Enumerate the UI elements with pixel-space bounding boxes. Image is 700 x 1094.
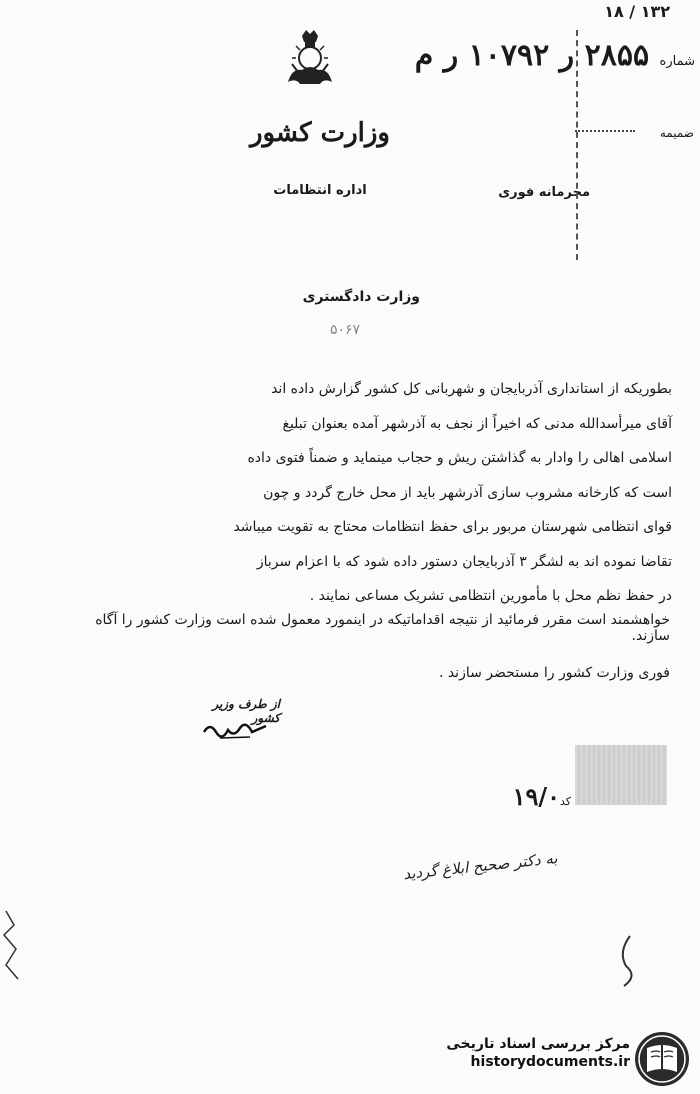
letter-body <box>38 372 672 614</box>
classification-label: محرمانه فوری <box>498 185 590 200</box>
signature-scrawl-icon <box>200 718 270 742</box>
watermark-url: historydocuments.ir <box>470 1054 630 1070</box>
doc-number: ۲۸۵۵ ر ۱۰۷۹۲ ر م <box>414 38 650 73</box>
body-line: اسلامی اهالی را وادار به گذاشتن ریش و حجاب مینماید و ضمناً فتوی داده <box>247 450 672 466</box>
watermark-name: مرکز بررسی اسناد تاریخی <box>446 1036 630 1052</box>
handwritten-note: به دکتر صحیح ابلاغ گردید <box>402 849 559 884</box>
margin-scribble-icon <box>0 905 30 985</box>
watermark-text <box>405 1036 630 1070</box>
margin-mark-icon <box>612 932 648 990</box>
stamp-number: ۵۰۶۷ <box>329 322 361 338</box>
body-line: آقای میرأسدالله مدنی که اخیراً از نجف به آذرشهر آمده بعنوان تبلیغ <box>282 415 672 432</box>
reference-label: کد <box>560 795 572 808</box>
attachment-dotted-line <box>575 130 635 132</box>
doc-number-label: شماره <box>659 54 695 69</box>
department-name: اداره انتظامات <box>273 183 367 198</box>
recipient: وزارت دادگستری <box>302 289 420 305</box>
doc-number-top: ۱۳۲ / ۱۸ <box>604 2 670 21</box>
lion-and-sun-emblem-icon <box>280 28 340 90</box>
body-line: بطوریکه از استانداری آذربایجان و شهربانی کل کشور گزارش داده اند <box>271 381 672 397</box>
request-line: خواهشمند است مقرر فرمائید از نتیجه اقداماتیکه در اینمورد معمول شده است وزارت کشور را آگاه سازند. <box>95 612 670 644</box>
margin-divider <box>576 30 578 260</box>
ministry-title: وزارت کشور <box>250 118 390 148</box>
closing-line: فوری وزارت کشور را مستحضر سازند . <box>438 665 670 681</box>
body-line: تقاضا نموده اند به لشگر ۳ آذربایجان دستور داده شود که با اعزام سرباز <box>256 553 672 570</box>
doc-number-line <box>395 38 695 73</box>
reference-number: ۱۹/۰ <box>512 782 560 811</box>
signatory-title: از طرف وزیر کشور <box>212 697 280 725</box>
attachment-label: ضمیمه <box>659 126 694 140</box>
body-line: قوای انتظامی شهرستان مربور برای حفظ انتظامات محتاج به تقویت میباشد <box>233 519 672 535</box>
body-line: است که کارخانه مشروب سازی آذرشهر باید از محل خارج گردد و چون <box>263 484 672 501</box>
body-line: در حفظ نظم محل با مأمورین انتظامی تشریک مساعی نمایند . <box>309 588 672 604</box>
archive-book-icon <box>633 1030 691 1088</box>
